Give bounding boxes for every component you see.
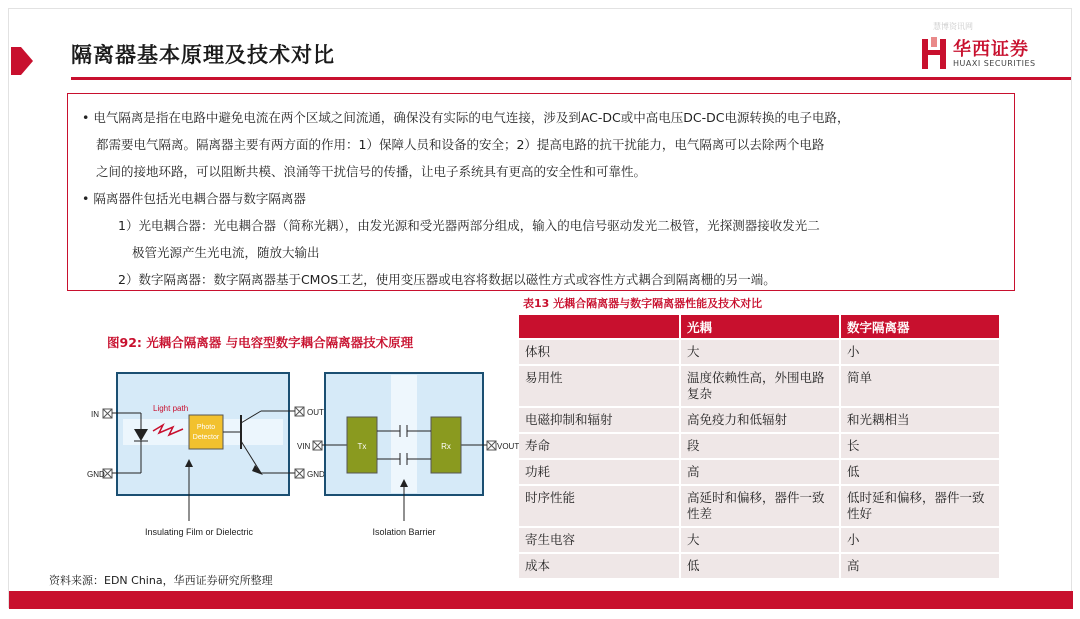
table-cell: 高免疫力和低辐射 [681,408,841,432]
table-cell: 低 [841,460,999,484]
table-cell: 易用性 [519,366,681,406]
body-line: 极管光源产生光电流，随放大输出 [132,245,320,260]
table-cell: 高 [681,460,841,484]
table-cell: 小 [841,528,999,552]
table-cell: 高 [841,554,999,578]
pin-label: GND [307,470,325,479]
table-cell: 电磁抑制和辐射 [519,408,681,432]
title-divider [71,77,1071,80]
table-cell: 时序性能 [519,486,681,526]
table-cell: 低 [681,554,841,578]
slide [8,8,1072,608]
optocoupler-diagram [87,373,325,537]
body-line: • 电气隔离是指在电路中避免电流在两个区域之间流通，确保没有实际的电气连接，涉及到AC-DC或中高电压DC-DC电源转换的电子电路， [82,110,850,125]
table-cell: 和光耦相当 [841,408,999,432]
table-cell: 温度依赖性高，外围电路复杂 [681,366,841,406]
light-path-label: Light path [153,404,189,413]
pin-label: GND [87,470,105,479]
figure-title: 图92: 光耦合隔离器 与电容型数字耦合隔离器技术原理 [107,335,414,350]
body-line: 之间的接地环路，可以阻断共模、浪涌等干扰信号的传播，让电子系统具有更高的安全性和可靠性。 [96,164,647,179]
photo-detector [189,415,223,449]
title-accent-arrow [21,47,33,75]
title-accent-bar [11,47,21,75]
table-caption: 表13 光耦合隔离器与数字隔离器性能及技术对比 [523,297,763,310]
logo-text-cn: 华西证券 [953,39,1029,60]
table-cell: 简单 [841,366,999,406]
table-header-row [519,315,999,338]
comparison-table [519,313,999,580]
table-cell: 小 [841,340,999,364]
body-line: 2）数字隔离器：数字隔离器基于CMOS工艺，使用变压器或电容将数据以磁性方式或容性方式耦合到隔离栅的另一端。 [118,272,776,287]
table-cell: 成本 [519,554,681,578]
table-header-cell: 光耦 [681,315,841,338]
source-note: 资料来源：EDN China，华西证券研究所整理 [49,574,273,587]
pin-label: OUT [307,408,324,417]
digital-isolator-caption: Isolation Barrier [372,527,436,537]
table-row [519,366,999,406]
table-row [519,340,999,364]
table-cell: 大 [681,340,841,364]
pin-label: IN [91,410,99,419]
footer-bar [9,591,1073,609]
table-row [519,554,999,578]
table-row [519,434,999,458]
detector-label: Detector [192,434,220,441]
isolation-barrier [391,375,417,493]
pin-label: VOUT [497,442,520,451]
table-cell: 体积 [519,340,681,364]
table-cell: 寿命 [519,434,681,458]
table-header-cell: 数字隔离器 [841,315,999,338]
watermark: 慧博资讯网 [933,22,973,31]
tx-label: Tx [357,442,367,451]
rx-label: Rx [441,442,451,451]
body-line: 都需要电气隔离。隔离器主要有两方面的作用：1）保障人员和设备的安全；2）提高电路的抗干扰能力，电气隔离可以去除两个电路 [96,137,825,152]
body-line: • 隔离器件包括光电耦合器与数字隔离器 [82,191,306,206]
table-row [519,528,999,552]
logo-text-en: HUAXI SECURITIES [953,59,1036,68]
table-cell: 高延时和偏移，器件一致性差 [681,486,841,526]
table-cell: 功耗 [519,460,681,484]
table-row [519,460,999,484]
isolator-diagram [89,371,519,551]
body-line: 1）光电耦合器：光电耦合器（简称光耦），由发光源和受光器两部分组成，输入的电信号驱动发光二极管，光探测器接收发光二 [118,218,820,233]
company-logo [921,35,1071,75]
pin-label: VIN [297,442,311,451]
digital-isolator-diagram [297,373,519,537]
table-cell: 长 [841,434,999,458]
page-title: 隔离器基本原理及技术对比 [71,43,335,67]
table-row [519,486,999,526]
optocoupler-caption: Insulating Film or Dielectric [144,527,254,537]
table-header-cell [519,315,681,338]
description-box [67,93,1015,291]
table-cell: 寄生电容 [519,528,681,552]
table-cell: 段 [681,434,841,458]
table-cell: 低时延和偏移，器件一致性好 [841,486,999,526]
detector-label: Photo [196,424,216,431]
logo-mark-icon [921,37,947,71]
table-cell: 大 [681,528,841,552]
table-row [519,408,999,432]
